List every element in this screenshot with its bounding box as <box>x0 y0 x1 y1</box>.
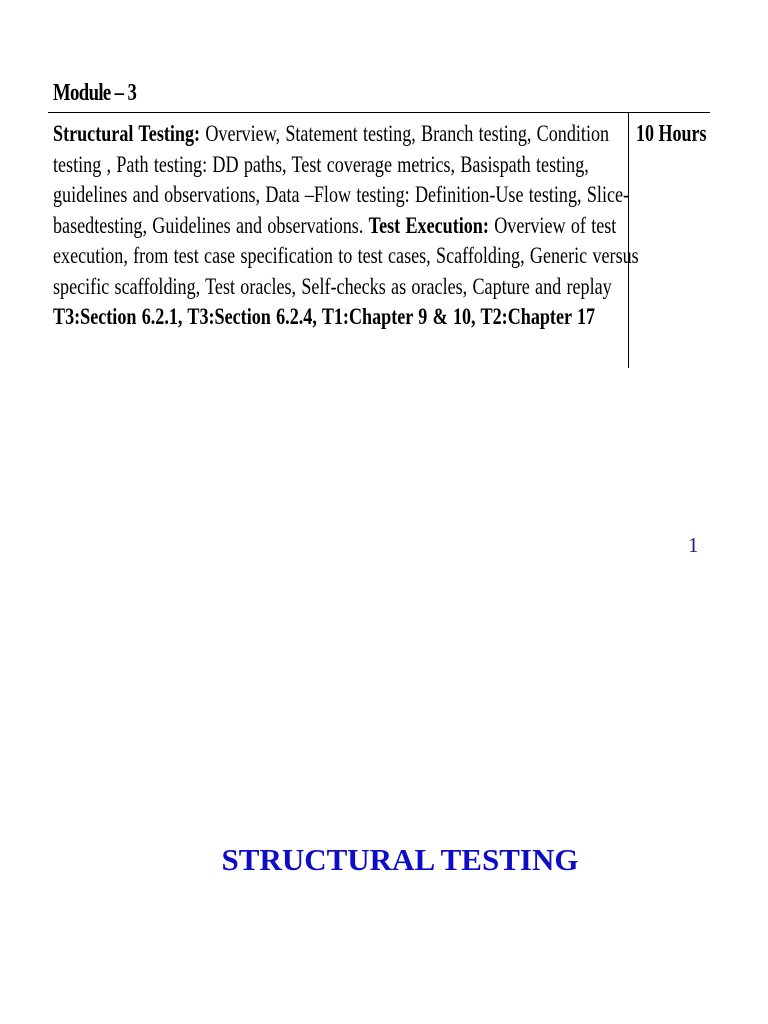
syllabus-line <box>53 272 623 303</box>
hours-cell: 10 Hours <box>636 121 707 147</box>
syllabus-text: Overview, Statement testing, Branch testing, Condition <box>200 121 610 147</box>
syllabus-text: Overview of test <box>488 212 617 239</box>
syllabus-text: execution, from test case specification to test cases, Scaffolding, Generic versus <box>53 243 639 269</box>
topic-heading-structural-testing: Structural Testing: <box>53 121 201 147</box>
syllabus-line <box>53 150 623 181</box>
column-divider <box>628 113 629 368</box>
syllabus-text: testing , Path testing: DD paths, Test coverage metrics, Basispath testing, <box>53 151 589 178</box>
syllabus-line <box>53 180 630 211</box>
syllabus-line <box>53 241 639 272</box>
syllabus-text: guidelines and observations, Data –Flow testing: Definition-Use testing, Slice- <box>53 182 630 208</box>
module-table <box>48 112 710 368</box>
section-title: STRUCTURAL TESTING <box>221 842 579 877</box>
topic-heading-test-execution: Test Execution: <box>368 212 489 239</box>
syllabus-content-cell <box>53 119 639 333</box>
syllabus-text: basedtesting, Guidelines and observations. <box>53 212 369 239</box>
syllabus-line <box>53 119 623 150</box>
page-number: 1 <box>688 533 699 557</box>
textbook-references: T3:Section 6.2.1, T3:Section 6.2.4, T1:Chapter 9 & 10, T2:Chapter 17 <box>53 304 596 330</box>
references-line <box>53 302 623 333</box>
syllabus-line <box>53 211 623 242</box>
syllabus-text: specific scaffolding, Test oracles, Self-checks as oracles, Capture and replay <box>53 273 612 300</box>
module-heading: Module – 3 <box>53 80 137 106</box>
